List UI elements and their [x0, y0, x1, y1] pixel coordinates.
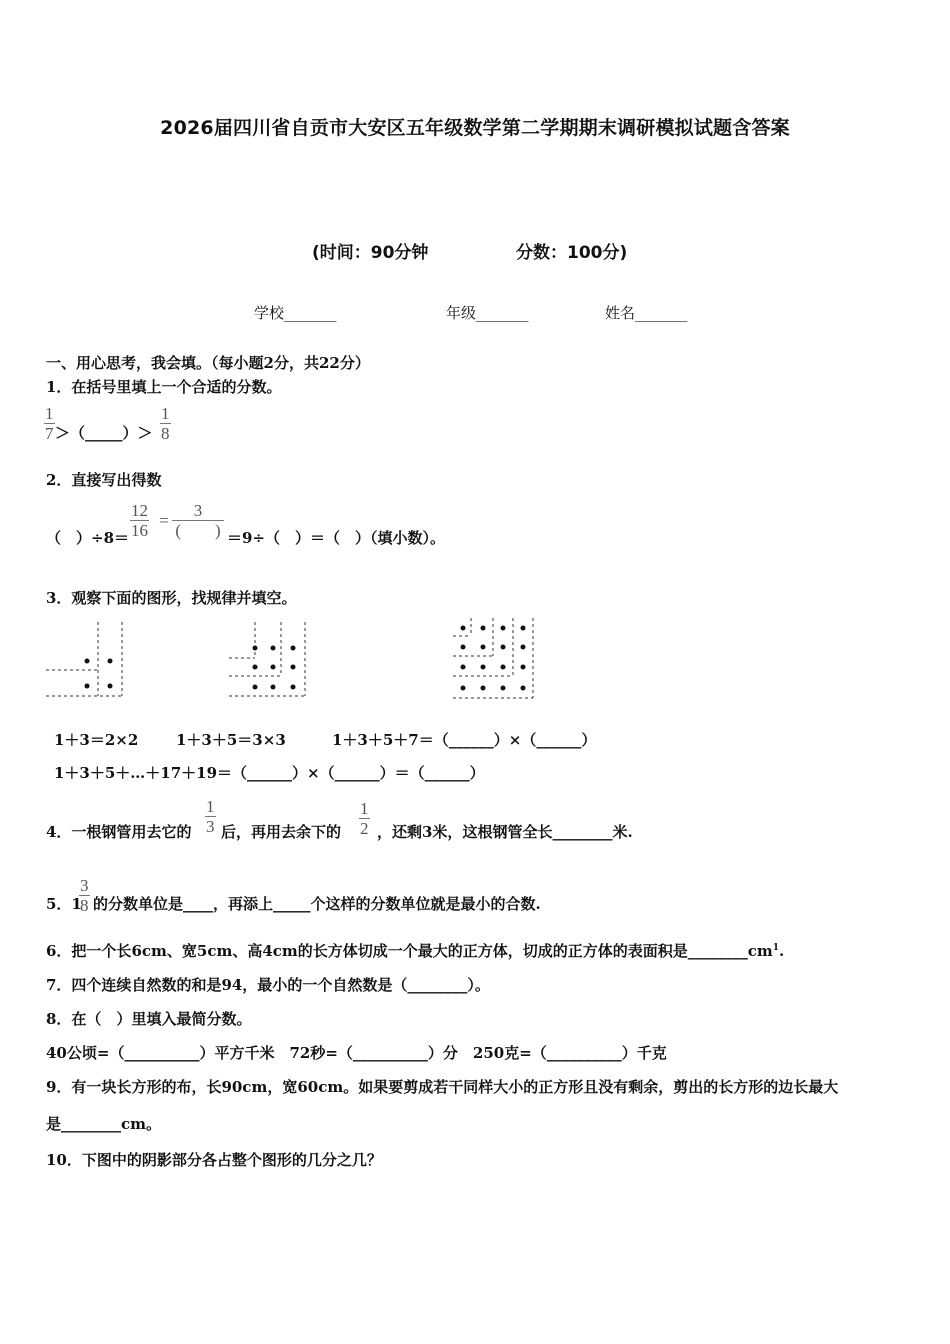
q5-part-2: 的分数单位是____，再添上_____个这样的分数单位就是最小的合数. — [93, 895, 541, 913]
q1-frac-a-den: 7 — [45, 424, 54, 443]
q4-part-1: 4．一根钢管用去它的 — [46, 823, 192, 841]
q5-frac-num: 3 — [80, 876, 89, 895]
question-6 — [46, 940, 784, 961]
question-2: 2．直接写出得数 — [46, 471, 162, 489]
question-7: 7．四个连续自然数的和是94，最小的一个自然数是（________）。 — [46, 976, 490, 994]
q3-equation-4: 1＋3＋5＋…＋17＋19＝（______）×（______）＝（______） — [54, 764, 485, 782]
q2-frac-b-den: ( ) — [175, 521, 221, 540]
question-10: 10．下图中的阴影部分各占整个图形的几分之几？ — [46, 1151, 382, 1169]
q4-frac-b-num: 1 — [360, 799, 369, 818]
q2-frac-a-num: 12 — [131, 501, 148, 520]
q3-equation-1: 1＋3＝2×2 — [54, 731, 139, 749]
name-field: 姓名_______ — [605, 304, 688, 322]
q5-frac-den: 8 — [80, 896, 89, 915]
q1-frac-b-num: 1 — [161, 404, 170, 423]
q6-end: . — [779, 942, 785, 960]
q2-fraction-a — [130, 502, 149, 539]
q2-fraction-b — [172, 502, 224, 539]
q6-text: 6．把一个长6cm、宽5cm、高4cm的长方体切成一个最大的正方体，切成的正方体的表面积是________cm — [46, 942, 773, 960]
question-3: 3．观察下面的图形，找规律并填空。 — [46, 589, 297, 607]
q2-left: （ ）÷8＝ — [46, 529, 130, 547]
q1-fraction-a — [44, 405, 55, 442]
q2-equals: = — [159, 511, 169, 530]
q3-equation-2: 1＋3＋5＝3×3 — [176, 731, 286, 749]
q1-frac-a-num: 1 — [45, 404, 54, 423]
q1-frac-b-den: 8 — [161, 424, 170, 443]
q4-fraction-b — [359, 800, 370, 837]
q4-frac-a-den: 3 — [206, 817, 215, 836]
page-title: 2026届四川省自贡市大安区五年级数学第二学期期末调研模拟试题含答案 — [160, 117, 790, 139]
q8-conversions: 40公顷=（__________）平方千米 72秒=（__________）分 250克=（__________）千克 — [46, 1044, 667, 1062]
q5-fraction — [79, 877, 90, 914]
exam-score: 分数：100分) — [516, 243, 628, 263]
q4-fraction-a — [205, 798, 216, 835]
q4-frac-b-den: 2 — [360, 819, 369, 838]
pattern-figure-3 — [453, 616, 543, 702]
pattern-figure-1 — [46, 620, 136, 702]
q1-fraction-b — [160, 405, 171, 442]
section-heading: 一、用心思考，我会填。（每小题2分，共22分） — [46, 354, 370, 372]
q4-part-3: ，还剩3米，这根钢管全长________米. — [377, 823, 633, 841]
grade-field: 年级_______ — [446, 304, 529, 322]
question-9: 9．有一块长方形的布，长90cm，宽60cm。如果要剪成若干同样大小的正方形且没有剩余，剪出的长方形的边长最大 — [46, 1078, 839, 1096]
question-9-cont: 是________cm。 — [46, 1115, 162, 1133]
q2-right: ＝9÷（ ）＝（ ）（填小数）。 — [227, 529, 446, 547]
q4-part-2: 后，再用去余下的 — [221, 823, 342, 841]
q3-equation-3: 1＋3＋5＋7＝（______）×（______） — [332, 731, 597, 749]
q6-superscript: 1 — [772, 943, 780, 953]
question-1: 1．在括号里填上一个合适的分数。 — [46, 378, 282, 396]
school-field: 学校_______ — [254, 304, 337, 322]
pattern-figure-2 — [229, 620, 319, 702]
q4-frac-a-num: 1 — [206, 797, 215, 816]
exam-time: (时间：90分钟 — [312, 243, 429, 263]
q2-frac-b-num: 3 — [193, 501, 203, 520]
q1-inequality: ＞（_____）＞ — [55, 424, 153, 442]
question-8: 8．在（ ）里填入最简分数。 — [46, 1010, 252, 1028]
q2-frac-a-den: 16 — [131, 521, 148, 540]
q5-part-1: 5．1 — [46, 895, 82, 913]
